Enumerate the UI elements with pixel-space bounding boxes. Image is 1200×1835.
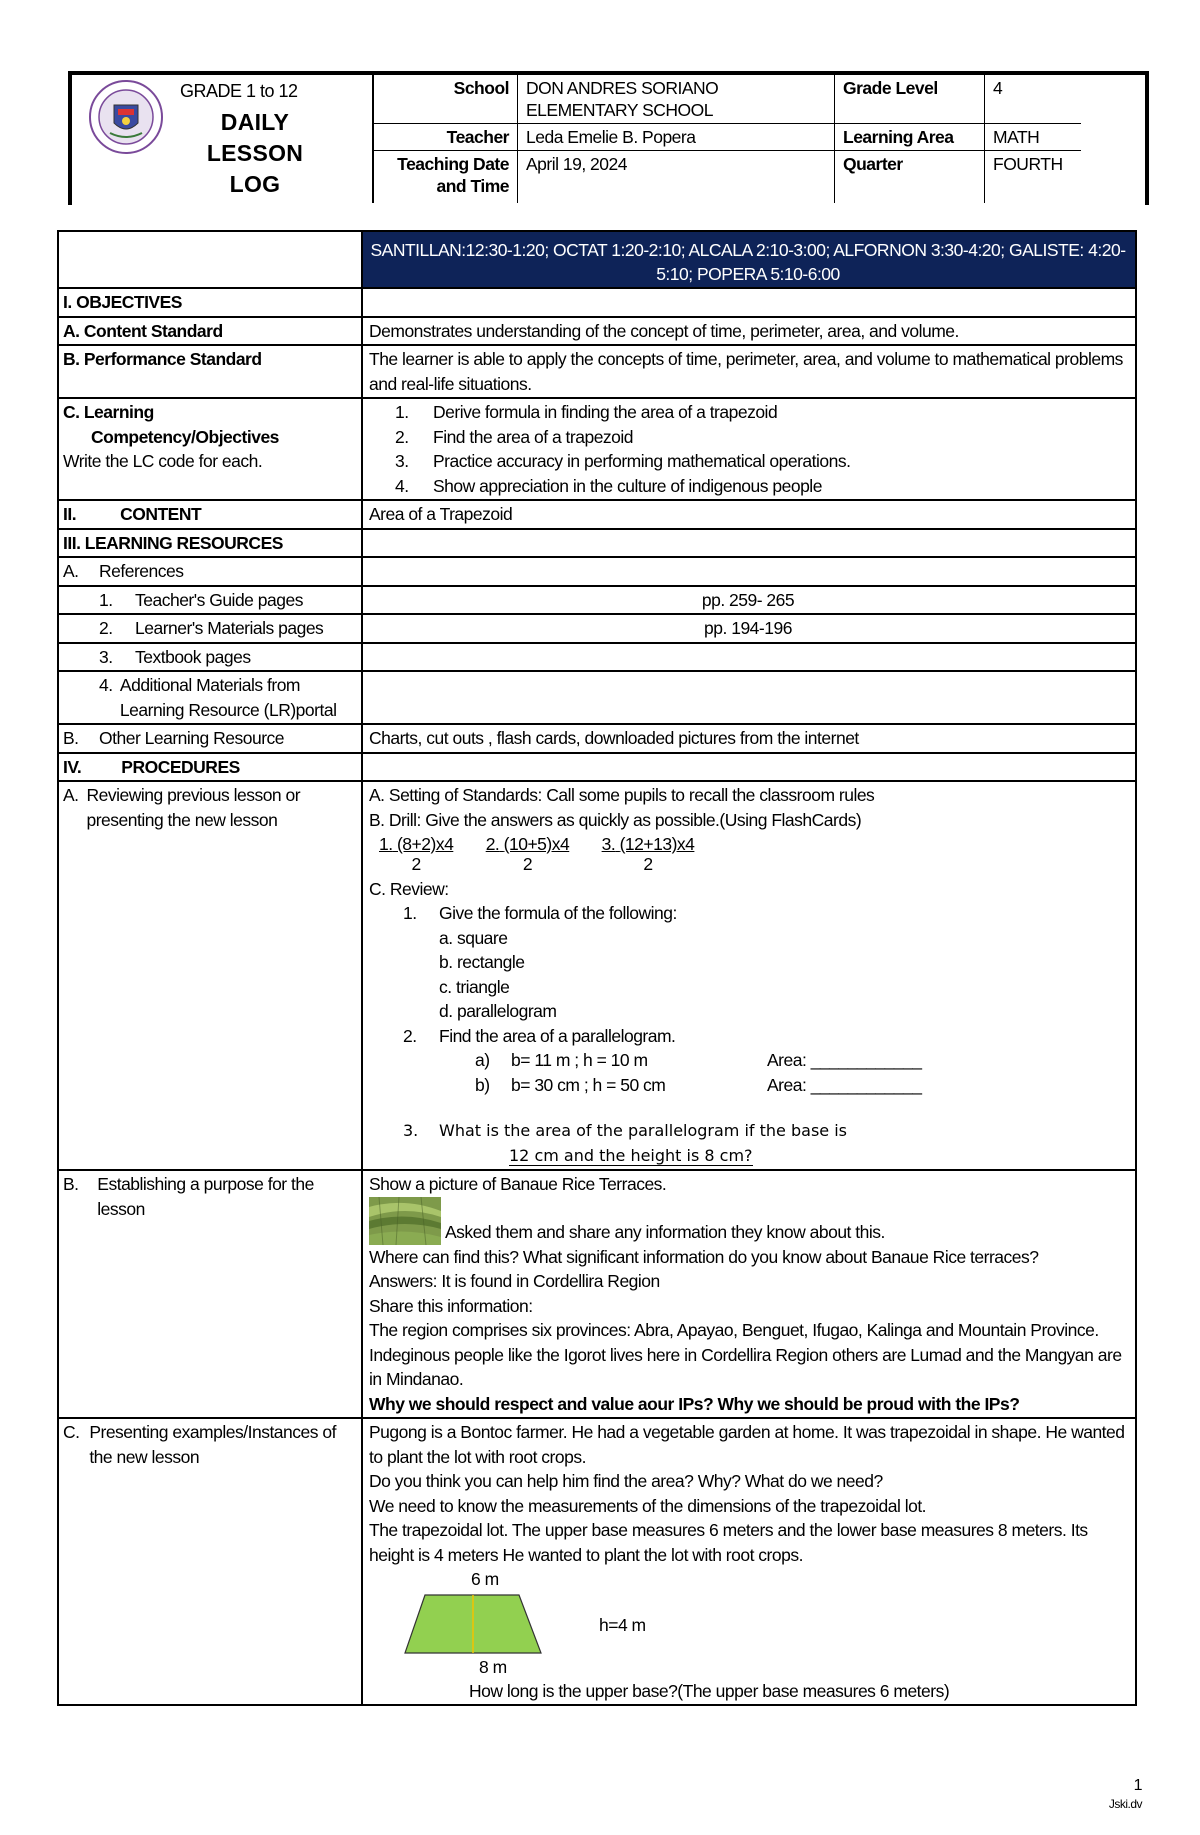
blank-cell (362, 643, 1136, 672)
trapezoid-figure (369, 1567, 1127, 1679)
upper-base-label: 6 m (471, 1569, 499, 1589)
blank-cell (362, 753, 1136, 782)
tg-value: pp. 259- 265 (362, 586, 1136, 615)
list-item: 3. Practice accuracy in performing mathematical operations. (413, 449, 1127, 474)
blank-cell (58, 231, 362, 288)
header-block (68, 71, 1149, 205)
learning-area-label: Learning Area (835, 124, 985, 151)
content-standard-label: A. Content Standard (58, 317, 362, 346)
trapezoid-shape (403, 1593, 543, 1655)
objectives-heading: I. OBJECTIVES (58, 288, 362, 317)
list-item: 2. Find the area of a trapezoid (413, 425, 1127, 450)
blank-cell (362, 529, 1136, 558)
references-label: A. References (58, 557, 362, 586)
list-item: 4. Show appreciation in the culture of indigenous people (413, 474, 1127, 499)
blank-cell (362, 557, 1136, 586)
lesson-log-table (57, 230, 1137, 1706)
blank-cell (362, 288, 1136, 317)
content-heading: II. CONTENT (58, 500, 362, 529)
procedure-c-content: Pugong is a Bontoc farmer. He had a vegetable garden at home. It was trapezoidal in shape. He wanted to plant the lot with root crops. Do you think you can help him find the area? Why? What do we need? We need to know the measurements of the dimensions of the trapezoidal lot. The trapezoidal lot. The upper base measures 6 meters and the lower base measures 8 meters. Its height is 4 meters He wanted to plant the lot with root crops. 6 m h=4 m 8 m How long is the upper base?(The upper base measures 6 meters) (362, 1418, 1136, 1705)
tg-label: 1. Teacher's Guide pages (58, 586, 362, 615)
performance-standard-value: The learner is able to apply the concepts of time, perimeter, area, and volume to mathematical problems and real-life situations. (362, 345, 1136, 398)
school-value: DON ANDRES SORIANO ELEMENTARY SCHOOL (518, 75, 835, 124)
date-label: Teaching Date and Time (373, 151, 518, 204)
grade-range: GRADE 1 to 12 (180, 81, 298, 101)
document-title: DAILY LESSON LOG (206, 109, 304, 197)
procedure-b-content: Show a picture of Banaue Rice Terraces. Asked them and share any information they know about this. Where can find this? What significant information do you know about Banaue Rice terraces? Answers: It is found in Cordellira Region Share this information: The region comprises six provinces: Abra, Apayao, Benguet, Ifugao, Kalinga and Mountain Province. Indeginous people like the Igorot lives here in Cordellira Region others are Lumad and the Mangyan are in Mindanao. Why we should respect and value aour IPs? Why we should be proud with the IPs? (362, 1170, 1136, 1418)
competency-label: C. Learning Competency/Objectives Write the LC code for each. (58, 398, 362, 500)
content-value: Area of a Trapezoid (362, 500, 1136, 529)
school-label: School (373, 75, 518, 124)
procedure-a-content: A. Setting of Standards: Call some pupils to recall the classroom rules B. Drill: Give the answers as quickly as possible.(Using FlashCards) $\frac{1. (8+2)x4}{2}$ $\frac{2. (10+5)x4}{2}$ $\frac{3. (12+13)x4}{2}$ C. Review: 1. Give the formula of the following: a. square b. rectangle c. triangle d. parallelogram 2. Find the area of a parallelogram. a) b= 11 m ; h = 10 m Area: ____________ b) b= 30 cm ; h = 50 cm Area: ____________ 3. What is the area of the parallelogram if the base is 12 cm and the height is 8 cm? (362, 781, 1136, 1170)
lower-base-label: 8 m (479, 1657, 507, 1677)
teacher-label: Teacher (373, 124, 518, 151)
resources-heading: III. LEARNING RESOURCES (58, 529, 362, 558)
schedule-band: SANTILLAN:12:30-1:20; OCTAT 1:20-2:10; ALCALA 2:10-3:00; ALFORNON 3:30-4:20; GALISTE: 4:20-5:10; POPERA 5:10-6:00 (362, 231, 1136, 288)
drill-fractions: $\frac{1. (8+2)x4}{2}$ $\frac{2. (10+5)x4}{2}$ $\frac{3. (12+13)x4}{2}$ (379, 834, 695, 874)
performance-standard-label: B. Performance Standard (58, 345, 362, 398)
other-resource-value: Charts, cut outs , flash cards, downloaded pictures from the internet (362, 724, 1136, 753)
height-label: h=4 m (599, 1615, 646, 1635)
other-resource-label: B. Other Learning Resource (58, 724, 362, 753)
procedures-heading: IV. PROCEDURES (58, 753, 362, 782)
procedure-c-label: C. Presenting examples/Instances of the new lesson (58, 1418, 362, 1705)
procedure-b-label: B. Establishing a purpose for the lesson (58, 1170, 362, 1418)
list-item: 1. Derive formula in finding the area of a trapezoid (413, 400, 1127, 425)
grade-level-value: 4 (985, 75, 1082, 124)
lm-value: pp. 194-196 (362, 614, 1136, 643)
quarter-label: Quarter (835, 151, 985, 204)
grade-level-label: Grade Level (835, 75, 985, 124)
learning-area-value: MATH (985, 124, 1082, 151)
date-value: April 19, 2024 (518, 151, 835, 204)
content-standard-value: Demonstrates understanding of the concept of time, perimeter, area, and volume. (362, 317, 1136, 346)
footer-code: Jski.dv (1108, 1797, 1142, 1811)
procedure-a-label: A. Reviewing previous lesson or presenting the new lesson (58, 781, 362, 1170)
lm-label: 2. Learner's Materials pages (58, 614, 362, 643)
blank-cell (362, 671, 1136, 724)
deped-seal-icon (88, 79, 164, 155)
page-number: 1 (1133, 1777, 1142, 1794)
rice-terraces-picture (369, 1197, 441, 1245)
additional-materials-label: 4. Additional Materials from Learning Resource (LR)portal (58, 671, 362, 724)
teacher-value: Leda Emelie B. Popera (518, 124, 835, 151)
competency-list (362, 398, 1136, 500)
quarter-value: FOURTH (985, 151, 1082, 204)
textbook-label: 3. Textbook pages (58, 643, 362, 672)
